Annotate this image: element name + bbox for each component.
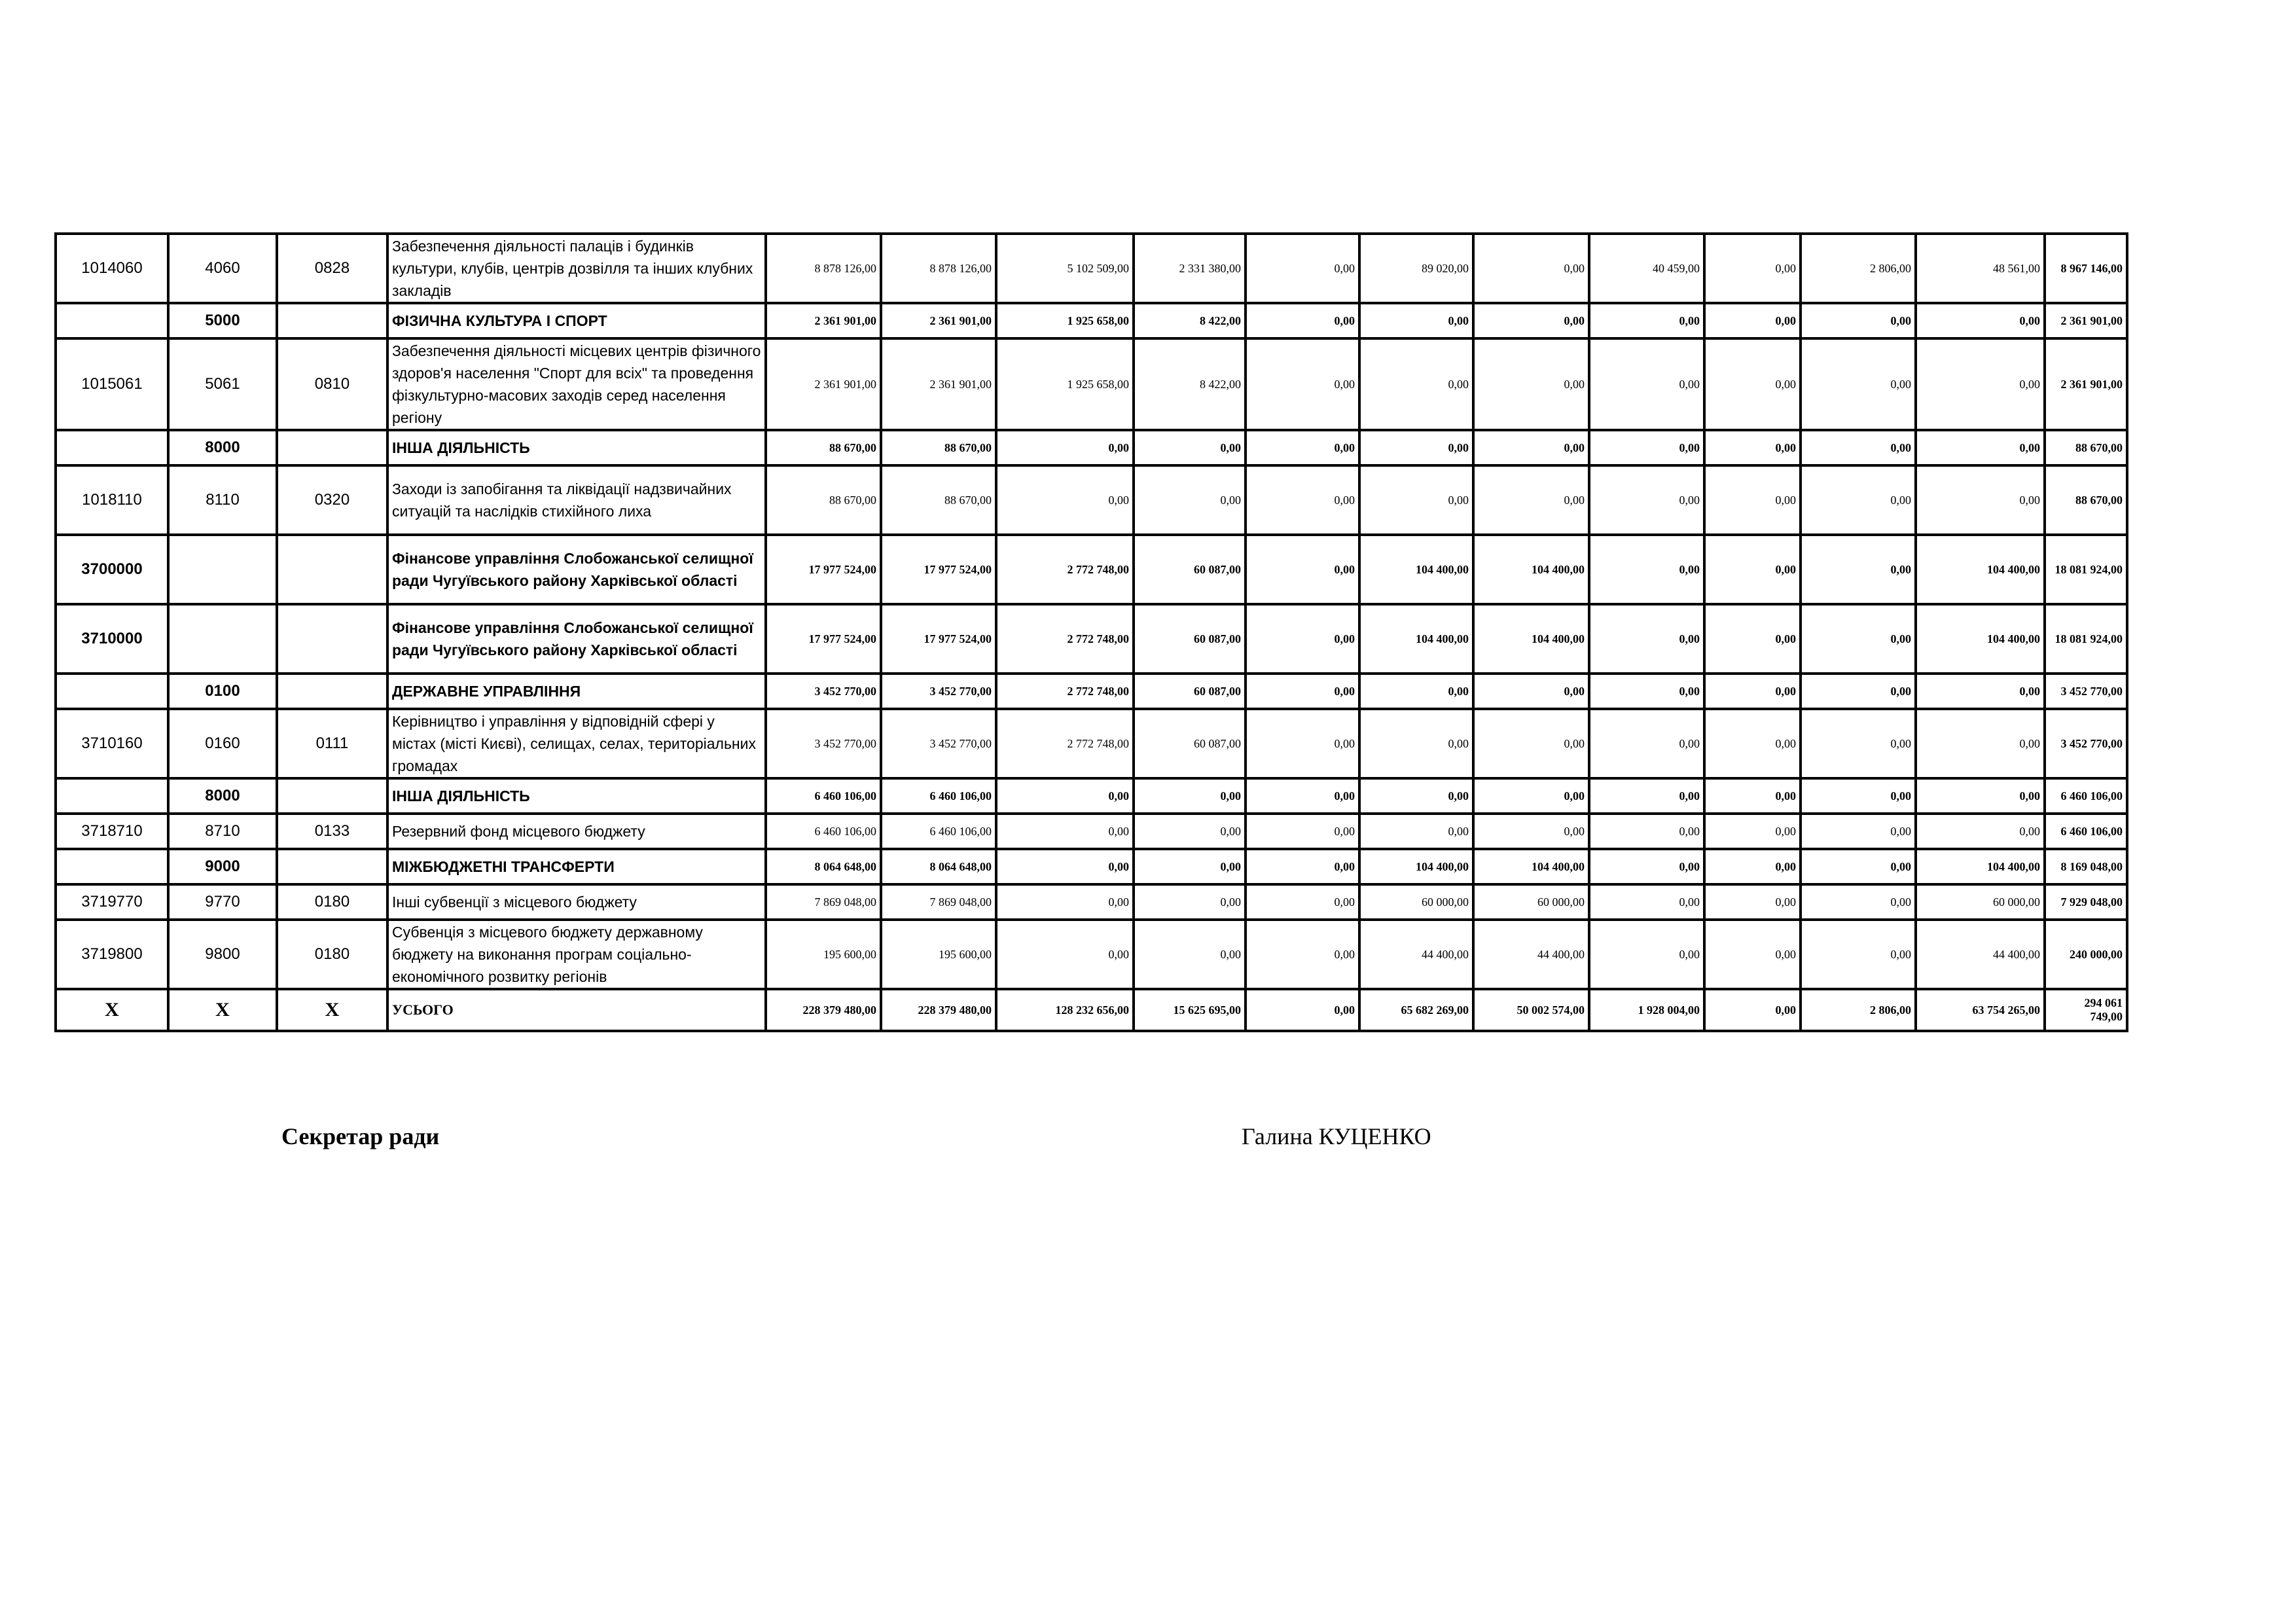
amount-cell: 2 361 901,00	[2045, 303, 2127, 338]
amount-cell: 88 670,00	[2045, 465, 2127, 535]
amount-cell: 0,00	[1801, 430, 1916, 465]
amount-cell: 65 682 269,00	[1359, 989, 1473, 1031]
item-name-cell: ФІЗИЧНА КУЛЬТУРА І СПОРТ	[387, 303, 766, 338]
amount-cell: 7 869 048,00	[881, 884, 996, 920]
item-name-cell: МІЖБЮДЖЕТНІ ТРАНСФЕРТИ	[387, 849, 766, 884]
amount-cell: 1 925 658,00	[996, 303, 1134, 338]
table-row	[56, 465, 2127, 535]
amount-cell: 0,00	[1246, 234, 1359, 303]
amount-cell: 0,00	[1246, 303, 1359, 338]
amount-cell: 2 331 380,00	[1134, 234, 1246, 303]
amount-cell: 104 400,00	[1916, 604, 2045, 674]
table-row	[56, 884, 2127, 920]
amount-cell: 0,00	[1589, 604, 1704, 674]
amount-cell: 0,00	[1246, 884, 1359, 920]
amount-cell: 0,00	[1801, 814, 1916, 849]
amount-cell: 6 460 106,00	[881, 778, 996, 814]
amount-cell: 17 977 524,00	[881, 604, 996, 674]
amount-cell: 44 400,00	[1916, 920, 2045, 989]
program-code-cell	[56, 674, 168, 709]
table-row	[56, 674, 2127, 709]
amount-cell: 0,00	[1359, 814, 1473, 849]
amount-cell: 104 400,00	[1473, 849, 1589, 884]
amount-cell: 0,00	[1801, 778, 1916, 814]
amount-cell: 294 061 749,00	[2045, 989, 2127, 1031]
amount-cell: 60 000,00	[1359, 884, 1473, 920]
classification-code-cell: 0180	[277, 920, 387, 989]
amount-cell: 0,00	[1704, 303, 1801, 338]
amount-cell: 0,00	[1359, 303, 1473, 338]
classification-code-cell: 0320	[277, 465, 387, 535]
amount-cell: 50 002 574,00	[1473, 989, 1589, 1031]
amount-cell: 0,00	[1589, 709, 1704, 778]
amount-cell: 2 361 901,00	[881, 338, 996, 430]
table-row	[56, 234, 2127, 303]
amount-cell: 60 087,00	[1134, 604, 1246, 674]
amount-cell: 0,00	[1246, 989, 1359, 1031]
amount-cell: 104 400,00	[1359, 849, 1473, 884]
classification-code-cell: 0133	[277, 814, 387, 849]
amount-cell: 0,00	[1589, 814, 1704, 849]
amount-cell: 0,00	[1359, 430, 1473, 465]
function-code-cell: 4060	[168, 234, 277, 303]
amount-cell: 0,00	[996, 920, 1134, 989]
amount-cell: 0,00	[1589, 778, 1704, 814]
amount-cell: 88 670,00	[881, 465, 996, 535]
amount-cell: 104 400,00	[1473, 604, 1589, 674]
function-code-cell: 8110	[168, 465, 277, 535]
amount-cell: 0,00	[1704, 674, 1801, 709]
amount-cell: 7 869 048,00	[766, 884, 881, 920]
amount-cell: 0,00	[1801, 535, 1916, 604]
amount-cell: 0,00	[1704, 535, 1801, 604]
classification-code-cell: 0810	[277, 338, 387, 430]
amount-cell: 44 400,00	[1359, 920, 1473, 989]
function-code-cell: Х	[168, 989, 277, 1031]
amount-cell: 0,00	[1359, 338, 1473, 430]
amount-cell: 60 000,00	[1473, 884, 1589, 920]
amount-cell: 0,00	[1916, 303, 2045, 338]
amount-cell: 2 361 901,00	[2045, 338, 2127, 430]
table-row	[56, 303, 2127, 338]
program-code-cell	[56, 303, 168, 338]
amount-cell: 8 967 146,00	[2045, 234, 2127, 303]
amount-cell: 18 081 924,00	[2045, 604, 2127, 674]
amount-cell: 8 064 648,00	[766, 849, 881, 884]
item-name-cell: Фінансове управління Слобожанської селищної ради Чугуївського району Харківської області	[387, 535, 766, 604]
function-code-cell: 0160	[168, 709, 277, 778]
signature-title: Секретар ради	[281, 1123, 440, 1149]
amount-cell: 6 460 106,00	[881, 814, 996, 849]
amount-cell: 0,00	[1801, 338, 1916, 430]
amount-cell: 0,00	[996, 849, 1134, 884]
amount-cell: 6 460 106,00	[766, 778, 881, 814]
amount-cell: 0,00	[1704, 465, 1801, 535]
amount-cell: 40 459,00	[1589, 234, 1704, 303]
amount-cell: 63 754 265,00	[1916, 989, 2045, 1031]
amount-cell: 104 400,00	[1916, 849, 2045, 884]
item-name-cell: ДЕРЖАВНЕ УПРАВЛІННЯ	[387, 674, 766, 709]
table-row	[56, 814, 2127, 849]
classification-code-cell	[277, 674, 387, 709]
amount-cell: 104 400,00	[1359, 535, 1473, 604]
function-code-cell	[168, 604, 277, 674]
amount-cell: 104 400,00	[1359, 604, 1473, 674]
amount-cell: 0,00	[996, 430, 1134, 465]
function-code-cell	[168, 535, 277, 604]
amount-cell: 3 452 770,00	[881, 674, 996, 709]
amount-cell: 2 361 901,00	[881, 303, 996, 338]
amount-cell: 8 064 648,00	[881, 849, 996, 884]
amount-cell: 6 460 106,00	[2045, 814, 2127, 849]
amount-cell: 0,00	[1359, 674, 1473, 709]
amount-cell: 88 670,00	[766, 430, 881, 465]
amount-cell: 0,00	[1246, 814, 1359, 849]
classification-code-cell	[277, 849, 387, 884]
function-code-cell: 8710	[168, 814, 277, 849]
item-name-cell: Резервний фонд місцевого бюджету	[387, 814, 766, 849]
amount-cell: 2 772 748,00	[996, 535, 1134, 604]
amount-cell: 0,00	[1359, 778, 1473, 814]
amount-cell: 7 929 048,00	[2045, 884, 2127, 920]
program-code-cell: 3710000	[56, 604, 168, 674]
amount-cell: 60 000,00	[1916, 884, 2045, 920]
amount-cell: 2 361 901,00	[766, 303, 881, 338]
classification-code-cell	[277, 303, 387, 338]
amount-cell: 60 087,00	[1134, 535, 1246, 604]
program-code-cell: 1015061	[56, 338, 168, 430]
table-row	[56, 778, 2127, 814]
amount-cell: 0,00	[1589, 884, 1704, 920]
amount-cell: 0,00	[1473, 338, 1589, 430]
amount-cell: 0,00	[1473, 465, 1589, 535]
amount-cell: 0,00	[1801, 920, 1916, 989]
program-code-cell: 1014060	[56, 234, 168, 303]
amount-cell: 8 422,00	[1134, 338, 1246, 430]
amount-cell: 0,00	[1473, 234, 1589, 303]
amount-cell: 0,00	[1589, 338, 1704, 430]
amount-cell: 17 977 524,00	[881, 535, 996, 604]
amount-cell: 0,00	[1704, 778, 1801, 814]
item-name-cell: Інші субвенції з місцевого бюджету	[387, 884, 766, 920]
amount-cell: 2 806,00	[1801, 989, 1916, 1031]
amount-cell: 0,00	[1246, 535, 1359, 604]
amount-cell: 0,00	[1246, 430, 1359, 465]
table-row	[56, 920, 2127, 989]
amount-cell: 0,00	[1704, 920, 1801, 989]
table-row	[56, 849, 2127, 884]
amount-cell: 0,00	[1134, 465, 1246, 535]
amount-cell: 0,00	[996, 814, 1134, 849]
classification-code-cell: 0180	[277, 884, 387, 920]
amount-cell: 0,00	[1801, 709, 1916, 778]
budget-table	[54, 232, 2128, 1032]
function-code-cell: 9800	[168, 920, 277, 989]
amount-cell: 8 878 126,00	[766, 234, 881, 303]
function-code-cell: 8000	[168, 778, 277, 814]
amount-cell: 0,00	[1916, 814, 2045, 849]
program-code-cell: 3700000	[56, 535, 168, 604]
amount-cell: 0,00	[1246, 849, 1359, 884]
item-name-cell: Керівництво і управління у відповідній сфері у містах (місті Києві), селищах, селах, територіальних громадах	[387, 709, 766, 778]
table-row	[56, 430, 2127, 465]
table-row	[56, 535, 2127, 604]
program-code-cell: 3719800	[56, 920, 168, 989]
classification-code-cell	[277, 430, 387, 465]
amount-cell: 195 600,00	[881, 920, 996, 989]
amount-cell: 0,00	[1359, 465, 1473, 535]
amount-cell: 0,00	[1134, 884, 1246, 920]
amount-cell: 0,00	[1134, 849, 1246, 884]
table-row	[56, 338, 2127, 430]
amount-cell: 17 977 524,00	[766, 604, 881, 674]
amount-cell: 0,00	[1359, 709, 1473, 778]
amount-cell: 240 000,00	[2045, 920, 2127, 989]
function-code-cell: 9770	[168, 884, 277, 920]
amount-cell: 0,00	[1589, 849, 1704, 884]
table-row	[56, 709, 2127, 778]
amount-cell: 89 020,00	[1359, 234, 1473, 303]
amount-cell: 0,00	[1801, 465, 1916, 535]
amount-cell: 0,00	[1473, 778, 1589, 814]
amount-cell: 195 600,00	[766, 920, 881, 989]
amount-cell: 88 670,00	[2045, 430, 2127, 465]
program-code-cell: Х	[56, 989, 168, 1031]
amount-cell: 228 379 480,00	[766, 989, 881, 1031]
program-code-cell: 1018110	[56, 465, 168, 535]
amount-cell: 17 977 524,00	[766, 535, 881, 604]
amount-cell: 0,00	[1801, 674, 1916, 709]
amount-cell: 0,00	[1801, 604, 1916, 674]
amount-cell: 8 878 126,00	[881, 234, 996, 303]
amount-cell: 44 400,00	[1473, 920, 1589, 989]
amount-cell: 6 460 106,00	[2045, 778, 2127, 814]
function-code-cell: 9000	[168, 849, 277, 884]
item-name-cell: УСЬОГО	[387, 989, 766, 1031]
amount-cell: 0,00	[1916, 338, 2045, 430]
amount-cell: 0,00	[1473, 430, 1589, 465]
item-name-cell: ІНША ДІЯЛЬНІСТЬ	[387, 430, 766, 465]
amount-cell: 0,00	[1704, 338, 1801, 430]
amount-cell: 0,00	[1589, 465, 1704, 535]
function-code-cell: 5061	[168, 338, 277, 430]
amount-cell: 0,00	[996, 465, 1134, 535]
amount-cell: 0,00	[1704, 430, 1801, 465]
amount-cell: 1 928 004,00	[1589, 989, 1704, 1031]
amount-cell: 0,00	[1246, 604, 1359, 674]
amount-cell: 48 561,00	[1916, 234, 2045, 303]
amount-cell: 0,00	[1704, 604, 1801, 674]
amount-cell: 0,00	[1801, 303, 1916, 338]
amount-cell: 0,00	[1916, 778, 2045, 814]
amount-cell: 3 452 770,00	[2045, 709, 2127, 778]
amount-cell: 88 670,00	[881, 430, 996, 465]
program-code-cell: 3710160	[56, 709, 168, 778]
amount-cell: 0,00	[1589, 430, 1704, 465]
program-code-cell	[56, 849, 168, 884]
amount-cell: 0,00	[1704, 709, 1801, 778]
table-row	[56, 604, 2127, 674]
amount-cell: 0,00	[1246, 465, 1359, 535]
amount-cell: 0,00	[1704, 814, 1801, 849]
amount-cell: 3 452 770,00	[766, 709, 881, 778]
amount-cell: 0,00	[1246, 920, 1359, 989]
amount-cell: 3 452 770,00	[766, 674, 881, 709]
amount-cell: 3 452 770,00	[2045, 674, 2127, 709]
amount-cell: 60 087,00	[1134, 674, 1246, 709]
amount-cell: 2 772 748,00	[996, 604, 1134, 674]
amount-cell: 128 232 656,00	[996, 989, 1134, 1031]
amount-cell: 88 670,00	[766, 465, 881, 535]
amount-cell: 2 361 901,00	[766, 338, 881, 430]
classification-code-cell: Х	[277, 989, 387, 1031]
item-name-cell: ІНША ДІЯЛЬНІСТЬ	[387, 778, 766, 814]
amount-cell: 0,00	[1134, 920, 1246, 989]
item-name-cell: Субвенція з місцевого бюджету державному бюджету на виконання програм соціально-економічного розвитку регіонів	[387, 920, 766, 989]
item-name-cell: Забезпечення діяльності палаців і будинків культури, клубів, центрів дозвілля та інших клубних закладів	[387, 234, 766, 303]
function-code-cell: 5000	[168, 303, 277, 338]
function-code-cell: 8000	[168, 430, 277, 465]
amount-cell: 0,00	[1704, 884, 1801, 920]
classification-code-cell: 0111	[277, 709, 387, 778]
amount-cell: 0,00	[1589, 920, 1704, 989]
program-code-cell: 3719770	[56, 884, 168, 920]
item-name-cell: Заходи із запобігання та ліквідації надзвичайних ситуацій та наслідків стихійного лиха	[387, 465, 766, 535]
amount-cell: 228 379 480,00	[881, 989, 996, 1031]
amount-cell: 0,00	[996, 778, 1134, 814]
amount-cell: 0,00	[1246, 778, 1359, 814]
classification-code-cell	[277, 604, 387, 674]
amount-cell: 104 400,00	[1473, 535, 1589, 604]
amount-cell: 0,00	[1246, 338, 1359, 430]
amount-cell: 0,00	[1473, 709, 1589, 778]
amount-cell: 2 806,00	[1801, 234, 1916, 303]
amount-cell: 0,00	[1589, 535, 1704, 604]
amount-cell: 2 772 748,00	[996, 709, 1134, 778]
amount-cell: 15 625 695,00	[1134, 989, 1246, 1031]
amount-cell: 5 102 509,00	[996, 234, 1134, 303]
signature-name: Галина КУЦЕНКО	[1242, 1123, 1431, 1149]
function-code-cell: 0100	[168, 674, 277, 709]
amount-cell: 0,00	[1134, 814, 1246, 849]
amount-cell: 0,00	[1916, 465, 2045, 535]
amount-cell: 0,00	[1916, 709, 2045, 778]
item-name-cell: Забезпечення діяльності місцевих центрів фізичного здоров'я населення "Спорт для всіх" та проведення фізкультурно-масових заходів серед населення регіону	[387, 338, 766, 430]
amount-cell: 60 087,00	[1134, 709, 1246, 778]
amount-cell: 0,00	[1246, 709, 1359, 778]
classification-code-cell	[277, 535, 387, 604]
amount-cell: 0,00	[1473, 303, 1589, 338]
amount-cell: 0,00	[1134, 778, 1246, 814]
amount-cell: 0,00	[1704, 234, 1801, 303]
amount-cell: 0,00	[1589, 674, 1704, 709]
amount-cell: 6 460 106,00	[766, 814, 881, 849]
item-name-cell: Фінансове управління Слобожанської селищної ради Чугуївського району Харківської області	[387, 604, 766, 674]
amount-cell: 0,00	[1473, 674, 1589, 709]
total-row	[56, 989, 2127, 1031]
amount-cell: 0,00	[1473, 814, 1589, 849]
classification-code-cell: 0828	[277, 234, 387, 303]
classification-code-cell	[277, 778, 387, 814]
amount-cell: 104 400,00	[1916, 535, 2045, 604]
amount-cell: 8 422,00	[1134, 303, 1246, 338]
amount-cell: 0,00	[1916, 430, 2045, 465]
amount-cell: 3 452 770,00	[881, 709, 996, 778]
amount-cell: 18 081 924,00	[2045, 535, 2127, 604]
amount-cell: 0,00	[1801, 849, 1916, 884]
program-code-cell	[56, 778, 168, 814]
program-code-cell	[56, 430, 168, 465]
program-code-cell: 3718710	[56, 814, 168, 849]
amount-cell: 0,00	[1589, 303, 1704, 338]
amount-cell: 0,00	[1704, 989, 1801, 1031]
amount-cell: 0,00	[1916, 674, 2045, 709]
amount-cell: 0,00	[1704, 849, 1801, 884]
amount-cell: 8 169 048,00	[2045, 849, 2127, 884]
amount-cell: 0,00	[1246, 674, 1359, 709]
amount-cell: 1 925 658,00	[996, 338, 1134, 430]
amount-cell: 0,00	[1801, 884, 1916, 920]
amount-cell: 0,00	[1134, 430, 1246, 465]
amount-cell: 0,00	[996, 884, 1134, 920]
amount-cell: 2 772 748,00	[996, 674, 1134, 709]
